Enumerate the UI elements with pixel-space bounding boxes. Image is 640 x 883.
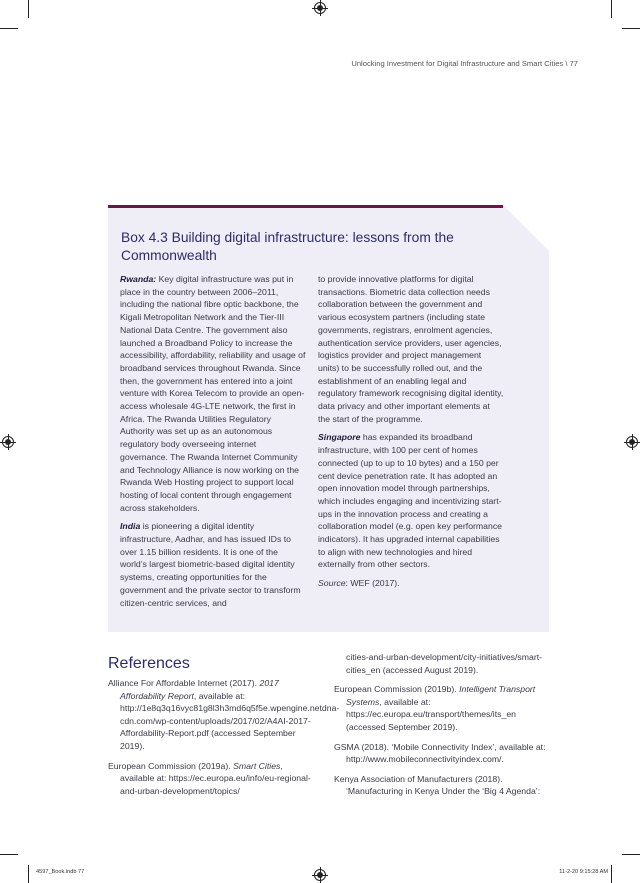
registration-mark-icon — [2, 436, 14, 448]
paragraph: to provide innovative platforms for digital transactions. Biometric data collection needs collaboration between the government and various ecosystem partners (including state governments, registrars, enrolment agencies, authentication service providers, user agencies, logistics provider and project management units) to be successfully rolled out, and the establishment of an enabling legal and regulatory framework recognising digital identity, data privacy and other important elements at the start of the programme. — [318, 274, 504, 424]
box-top-rule — [108, 205, 503, 208]
registration-mark-icon — [314, 2, 326, 14]
country-lead: India — [120, 521, 141, 532]
references-column-left — [108, 677, 340, 804]
registration-mark-icon — [314, 869, 326, 881]
slug-file-info: 4597_Book.indb 77 — [36, 869, 85, 875]
box-title: Box 4.3 Building digital infrastructure: lessons from the Commonwealth — [121, 230, 454, 263]
paragraph: Rwanda: Key digital infrastructure was put in place in the country between 2006–2011, including the national fibre optic backbone, the Kigali Metropolitan Network and the Tier-III National Data Centre. The government also launched a Broadband Policy to increase the accessibility, affordability, reliability and usage of broadband services throughout Rwanda. Since then, the government has entered into a joint venture with Korea Telecom to provide an open-access wholesale 4G-LTE network, the first in Africa. The Rwanda Utilities Regulatory Authority was set up as an autonomous regulatory body overseeing internet governance. The Rwanda Internet Community and Technology Alliance is now working on the Rwanda Web Hosting project to support local hosting of local content through engagement across stakeholders. — [120, 274, 306, 513]
reference-continuation: cities-and-urban-development/city-initiatives/smart-cities_en (accessed August 2019). — [346, 652, 543, 675]
paragraph: Singapore has expanded its broadband infrastructure, with 100 per cent of homes connected (up to up to 10 bytes) and a 150 per cent device penetration rate. It has adopted an open innovation model through partnerships, which includes engaging and incentivizing start-ups in the innovation process and creating a collaboration model (e.g. open key performance indicators). It has upgraded internal capabilities to align with new technologies and hired externally from other sectors. — [318, 432, 502, 570]
references-heading: References — [108, 655, 190, 672]
crop-mark — [28, 865, 29, 883]
crop-mark — [611, 865, 612, 883]
reference-entry: GSMA (2018). ‘Mobile Connectivity Index’, available at: http://www.mobileconnectivityindex.com/. — [334, 741, 546, 765]
crop-mark — [622, 28, 640, 29]
box-column-left — [120, 273, 306, 615]
source-line: Source: WEF (2017). — [318, 578, 400, 589]
crop-mark — [0, 28, 18, 29]
reference-entry: European Commission (2019b). Intelligent Transport Systems, available at: https://ec.europa.eu/transport/themes/its_en (accessed September 2019). — [334, 684, 536, 732]
reference-entry: Alliance For Affordable Internet (2017). 2017 Affordability Report, available at: http://1e8q3q16vyc81g8l3h3md6q5f5e.wpengine.netdna-cdn.com/wp-content/uploads/2017/02/A4AI-2017-Affordability-Report.pdf (accessed September 2019). — [108, 678, 340, 751]
reference-entry: European Commission (2019a). Smart Cities, available at: https://ec.europa.eu/info/eu-regional-and-urban-development/topics/ — [108, 760, 311, 796]
crop-mark — [28, 0, 29, 18]
country-lead: Rwanda: — [120, 274, 157, 284]
country-lead: Singapore — [318, 432, 361, 443]
crop-mark — [611, 0, 612, 18]
crop-mark — [0, 854, 18, 855]
reference-entry: Kenya Association of Manufacturers (2018). ‘Manufacturing in Kenya Under the ‘Big 4 Agenda’: — [334, 773, 541, 797]
running-header: Unlocking Investment for Digital Infrastructure and Smart Cities \ 77 — [351, 59, 578, 68]
box-column-right — [318, 273, 504, 596]
slug-timestamp: 11-2-20 9:15:28 AM — [559, 869, 608, 875]
registration-mark-icon — [626, 436, 638, 448]
crop-mark — [622, 854, 640, 855]
paragraph: India is pioneering a digital identity infrastructure, Aadhar, and has issued IDs to over 1.15 billion residents. It is one of the world’s largest biometric-based digital identity systems, creating opportunities for the government and the private sector to transform citizen-centric services, and — [120, 521, 301, 608]
references-column-right — [334, 651, 549, 805]
